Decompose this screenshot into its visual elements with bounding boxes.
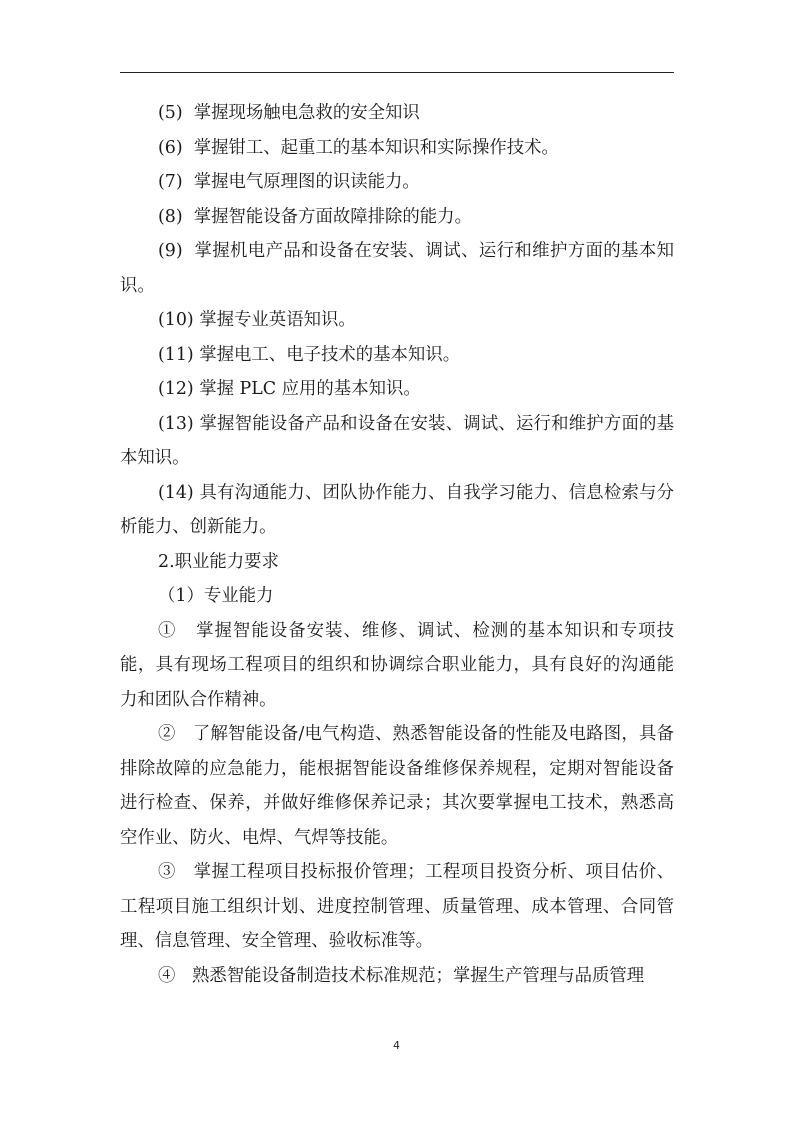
ability-label: ④	[158, 965, 176, 986]
item-label: (10)	[158, 310, 194, 330]
page-number: 4	[393, 1039, 400, 1052]
item-text: 掌握钳工、起重工的基本知识和实际操作技术。	[193, 137, 559, 158]
header-rule	[120, 72, 674, 73]
list-item	[120, 338, 674, 373]
ability-item	[120, 717, 674, 855]
ability-text: 掌握智能设备安装、维修、调试、检测的基本知识和专项技能，具有现场工程项目的组织和协调综合职业能力，具有良好的沟通能力和团队合作精神。	[120, 620, 674, 710]
item-label: (11)	[158, 344, 194, 365]
list-item	[120, 407, 674, 476]
page-body	[120, 96, 674, 993]
item-label: (9)	[158, 241, 183, 261]
ability-item	[120, 959, 674, 994]
list-item	[120, 234, 674, 303]
ability-label: ①	[158, 620, 177, 641]
section-heading: 2.职业能力要求	[158, 551, 279, 572]
item-text: 具有沟通能力、团队协作能力、自我学习能力、信息检索与分析能力、创新能力。	[120, 482, 674, 537]
list-item	[120, 165, 674, 200]
ability-label: ③	[158, 862, 176, 882]
item-text: 掌握现场触电急救的安全知识	[193, 103, 420, 123]
item-label: (5)	[158, 103, 183, 123]
ability-text: 了解智能设备/电气构造、熟悉智能设备的性能及电路图，具备排除故障的应急能力，能根据智能设备维修保养规程，定期对智能设备进行检查、保养，并做好维修保养记录；其次要掌握电工技术，熟悉高空作业、防火、电焊、气焊等技能。	[120, 724, 674, 848]
list-item	[120, 200, 674, 235]
list-item	[120, 303, 674, 338]
ability-text: 掌握工程项目投标报价管理；工程项目投资分析、项目估价、工程项目施工组织计划、进度控制管理、质量管理、成本管理、合同管理、信息管理、安全管理、验收标准等。	[120, 862, 674, 951]
sub-heading: （1）专业能力	[158, 586, 274, 606]
ability-item	[120, 855, 674, 959]
ability-item	[120, 614, 674, 718]
ability-text: 熟悉智能设备制造技术标准规范；掌握生产管理与品质管理	[192, 965, 645, 986]
item-text: 掌握电工、电子技术的基本知识。	[199, 344, 461, 365]
item-text: 掌握 PLC 应用的基本知识。	[199, 379, 421, 399]
item-label: (14)	[158, 482, 194, 503]
item-label: (12)	[158, 379, 194, 399]
item-label: (6)	[158, 137, 183, 158]
list-item	[120, 96, 674, 131]
item-text: 掌握机电产品和设备在安装、调试、运行和维护方面的基本知识。	[120, 241, 674, 296]
item-text: 掌握智能设备方面故障排除的能力。	[193, 206, 472, 227]
list-item	[120, 131, 674, 166]
item-text: 掌握专业英语知识。	[199, 310, 356, 330]
item-text: 掌握智能设备产品和设备在安装、调试、运行和维护方面的基本知识。	[120, 413, 674, 468]
item-label: (13)	[158, 413, 194, 434]
item-text: 掌握电气原理图的识读能力。	[193, 172, 420, 192]
list-item	[120, 476, 674, 545]
item-label: (7)	[158, 172, 183, 192]
item-label: (8)	[158, 206, 183, 227]
list-item	[120, 372, 674, 407]
ability-label: ②	[158, 724, 176, 744]
